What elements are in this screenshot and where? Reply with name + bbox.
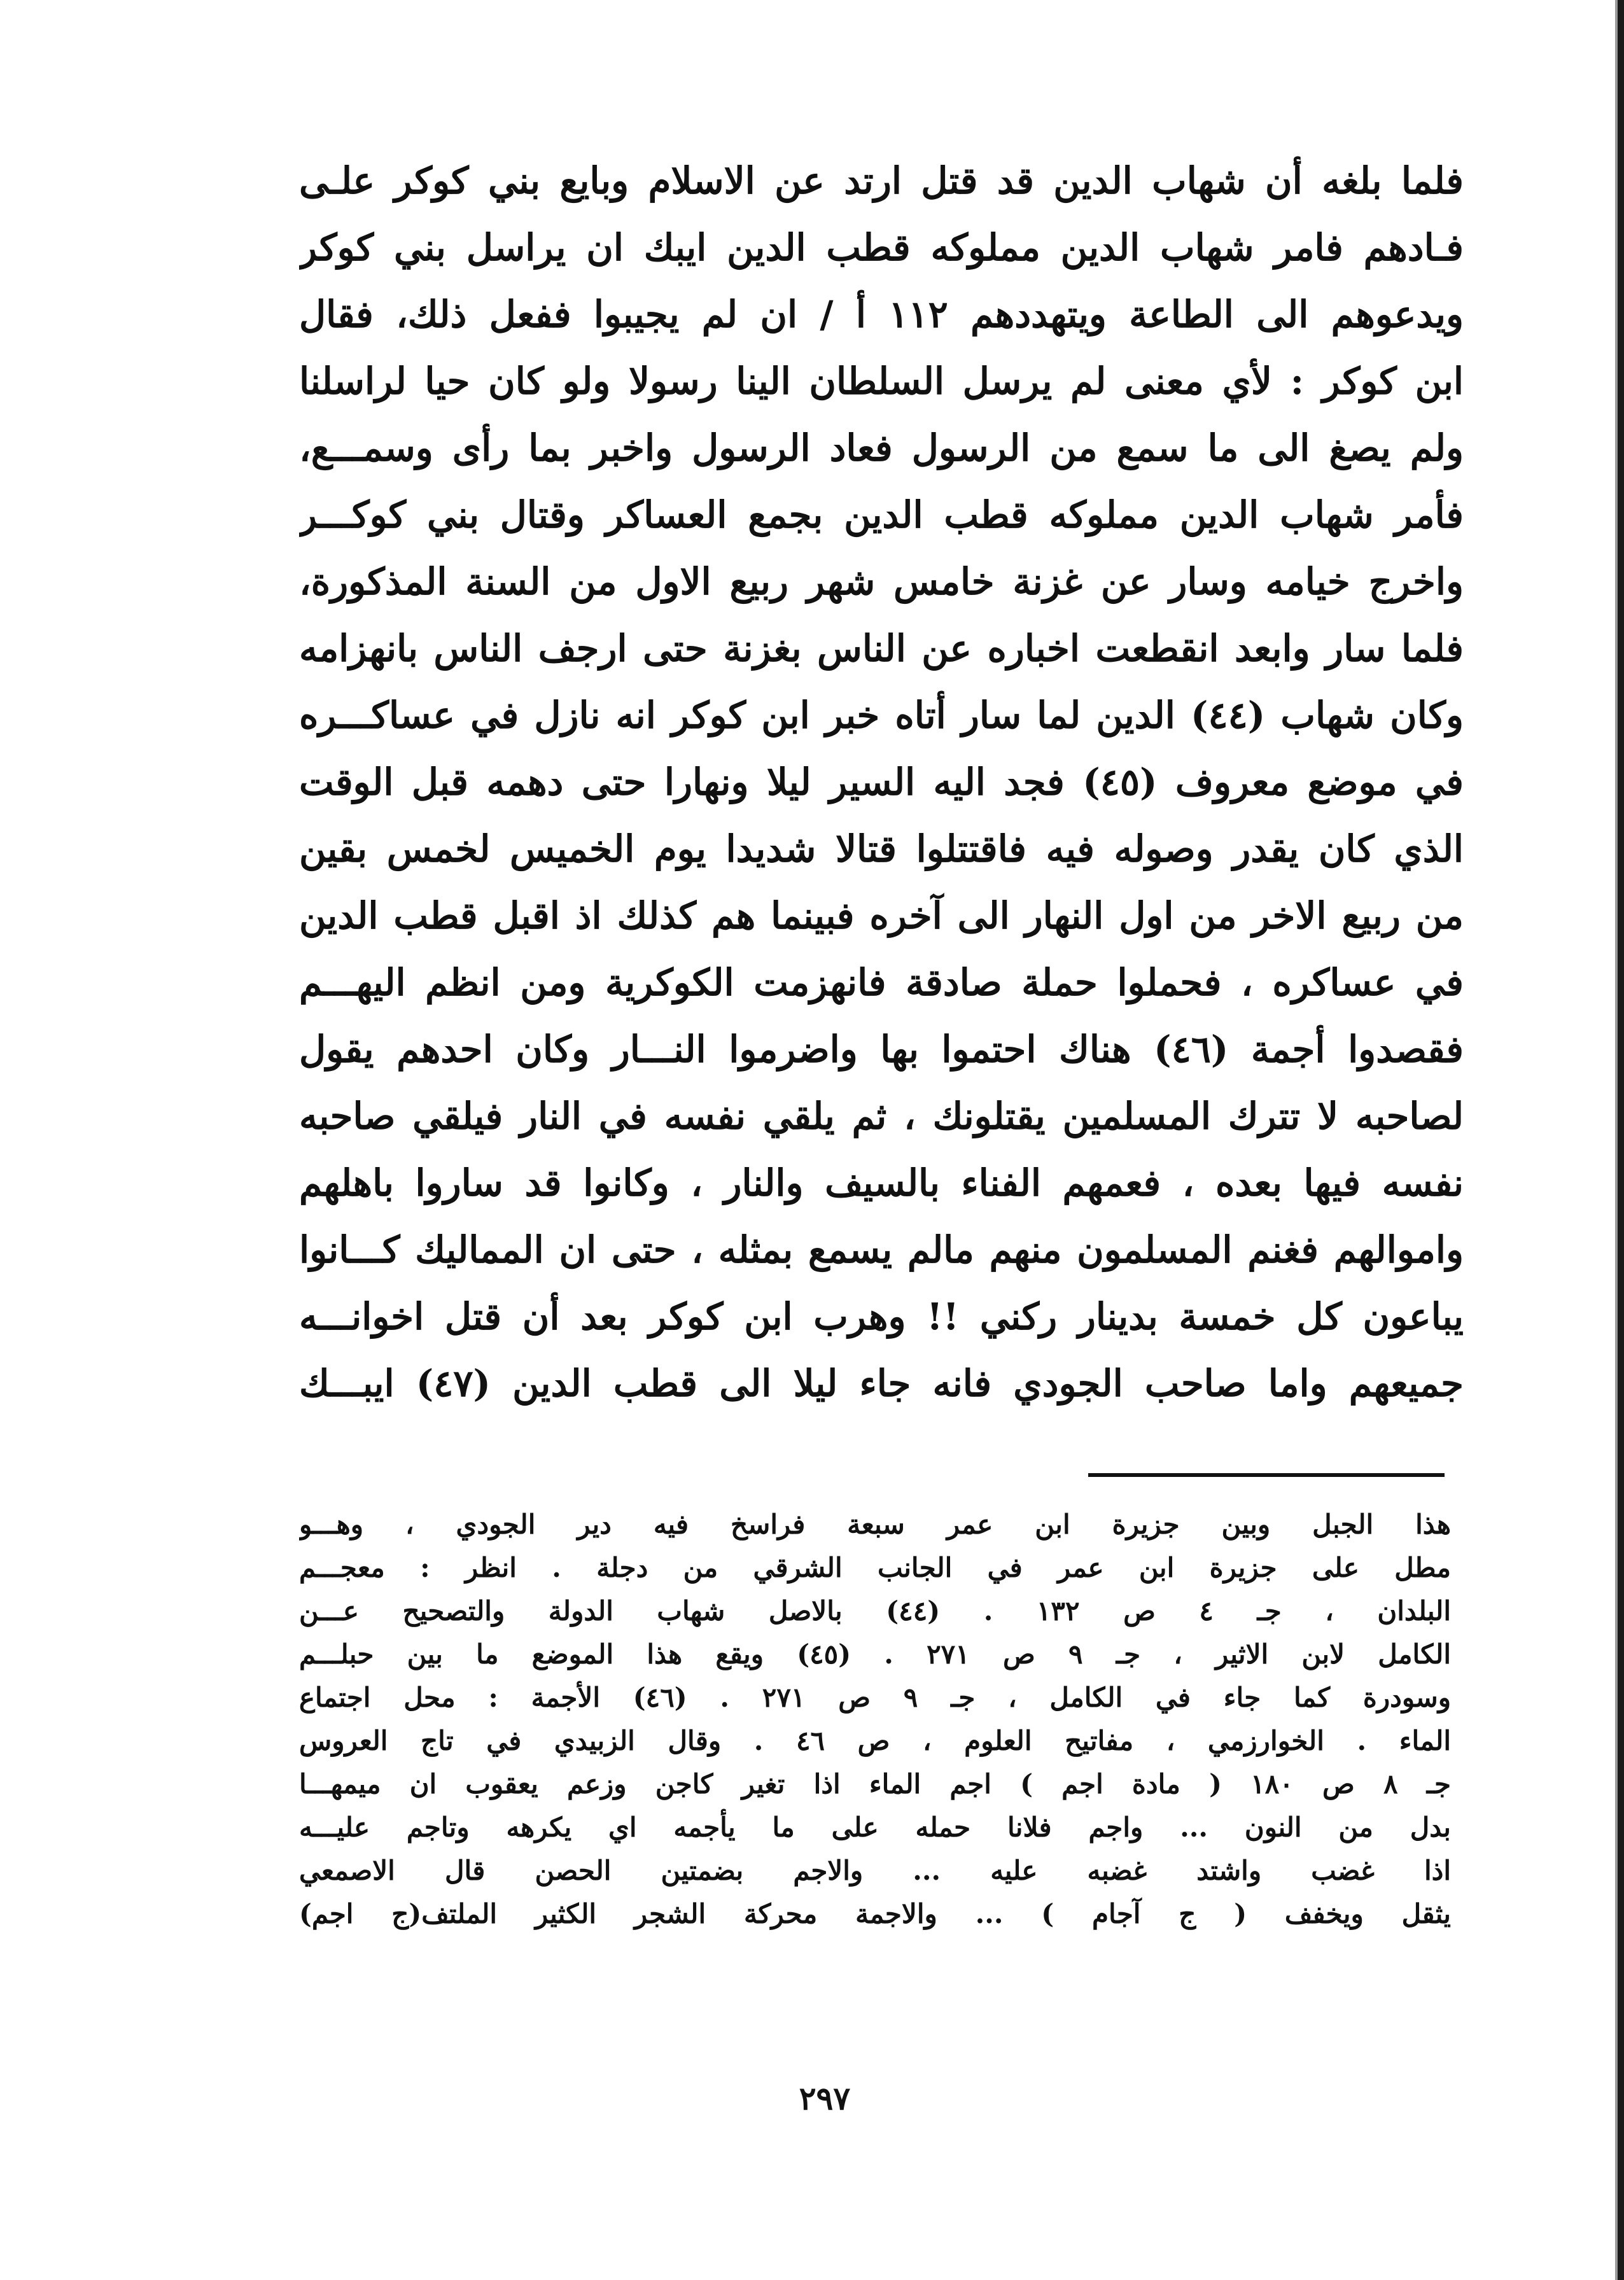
footnote-line: البلدان ، جـ ٤ ص ١٣٢ . (٤٤) بالاصل شهاب الدولة والتصحيح عـــن: [299, 1595, 1451, 1626]
text-line: فلما سار وابعد انقطعت اخباره عن الناس بغزنة حتى ارجف الناس بانهزامه: [299, 627, 1464, 670]
page-edge: [1618, 0, 1624, 2280]
footnote-separator: [1088, 1473, 1445, 1477]
main-text-block: [299, 148, 1464, 1417]
footnote-line: هذا الجبل وبين جزيرة ابن عمر سبعة فراسخ فيه دير الجودي ، وهـــو: [299, 1509, 1451, 1540]
footnote-line: جـ ٨ ص ١٨٠ ( مادة اجم ) اجم الماء اذا تغير كاجن وزعم يعقوب ان ميمهـــا: [299, 1768, 1451, 1800]
text-line: الذي كان يقدر وصوله فيه فاقتتلوا قتالا شديدا يوم الخميس لخمس بقين: [299, 827, 1464, 871]
text-line: فلما بلغه أن شهاب الدين قد قتل ارتد عن الاسلام وبايع بني كوكر علـى: [299, 159, 1464, 202]
text-line: في عساكره ، فحملوا حملة صادقة فانهزمت الكوكرية ومن انظم اليهـــم: [299, 961, 1464, 1004]
footnotes-block: [299, 1503, 1451, 1936]
footnote-line: يثقل ويخفف ( ج آجام ) ... والاجمة محركة الشجر الكثير الملتف(ج اجم): [299, 1898, 1451, 1929]
text-line: فـادهم فامر شهاب الدين مملوكه قطب الدين ايبك ان يراسل بني كوكر: [299, 226, 1464, 269]
text-line: واخرج خيامه وسار عن غزنة خامس شهر ربيع الاول من السنة المذكورة،: [299, 560, 1464, 603]
footnote-line: اذا غضب واشتد غضبه عليه ... والاجم بضمتين الحصن قال الاصمعي: [299, 1855, 1451, 1886]
text-line: في موضع معروف (٤٥) فجد اليه السير ليلا ونهارا حتى دهمه قبل الوقت: [299, 760, 1464, 804]
text-line: لصاحبه لا تترك المسلمين يقتلونك ، ثم يلقي نفسه في النار فيلقي صاحبه: [299, 1095, 1464, 1138]
text-line: فأمر شهاب الدين مملوكه قطب الدين بجمع العساكر وقتال بني كوكـــر: [299, 493, 1464, 536]
text-line: فقصدوا أجمة (٤٦) هناك احتموا بها واضرموا النـــار وكان احدهم يقول: [299, 1028, 1464, 1071]
page-number: ٢٩٧: [799, 2080, 851, 2117]
text-line: يباعون كل خمسة بدينار ركني !! وهرب ابن كوكر بعد أن قتل اخوانـــه: [299, 1295, 1464, 1338]
footnote-line: الماء . الخوارزمي ، مفاتيح العلوم ، ص ٤٦ . وقال الزبيدي في تاج العروس: [299, 1725, 1451, 1756]
footnote-line: الكامل لابن الاثير ، جـ ٩ ص ٢٧١ . (٤٥) ويقع هذا الموضع ما بين حبلـــم: [299, 1639, 1451, 1670]
text-line: وكان شهاب (٤٤) الدين لما سار أتاه خبر ابن كوكر انه نازل في عساكـــره: [299, 694, 1464, 737]
text-line: نفسه فيها بعده ، فعمهم الفناء بالسيف والنار ، وكانوا قد ساروا باهلهم: [299, 1161, 1464, 1205]
text-line: ابن كوكر : لأي معنى لم يرسل السلطان الينا رسولا ولو كان حيا لراسلنا: [299, 360, 1464, 403]
text-line: ولم يصغ الى ما سمع من الرسول فعاد الرسول واخبر بما رأى وسمـــع،: [299, 426, 1464, 470]
text-line: من ربيع الاخر من اول النهار الى آخره فبينما هم كذلك اذ اقبل قطب الدين: [299, 894, 1464, 937]
text-line: جميعهم واما صاحب الجودي فانه جاء ليلا الى قطب الدين (٤٧) ايبـــك: [299, 1362, 1464, 1405]
text-line: ويدعوهم الى الطاعة ويتهددهم ١١٢ أ / ان لم يجيبوا ففعل ذلك، فقال: [299, 293, 1464, 336]
footnote-line: مطل على جزيرة ابن عمر في الجانب الشرقي من دجلة . انظر : معجـــم: [299, 1552, 1451, 1583]
footnote-line: بدل من النون ... واجم فلانا حمله على ما يأجمه اي يكرهه وتاجم عليـــه: [299, 1812, 1451, 1843]
text-line: واموالهم فغنم المسلمون منهم مالم يسمع بمثله ، حتى ان المماليك كـــانوا: [299, 1228, 1464, 1271]
footnote-line: وسودرة كما جاء في الكامل ، جـ ٩ ص ٢٧١ . (٤٦) الأجمة : محل اجتماع: [299, 1682, 1451, 1713]
